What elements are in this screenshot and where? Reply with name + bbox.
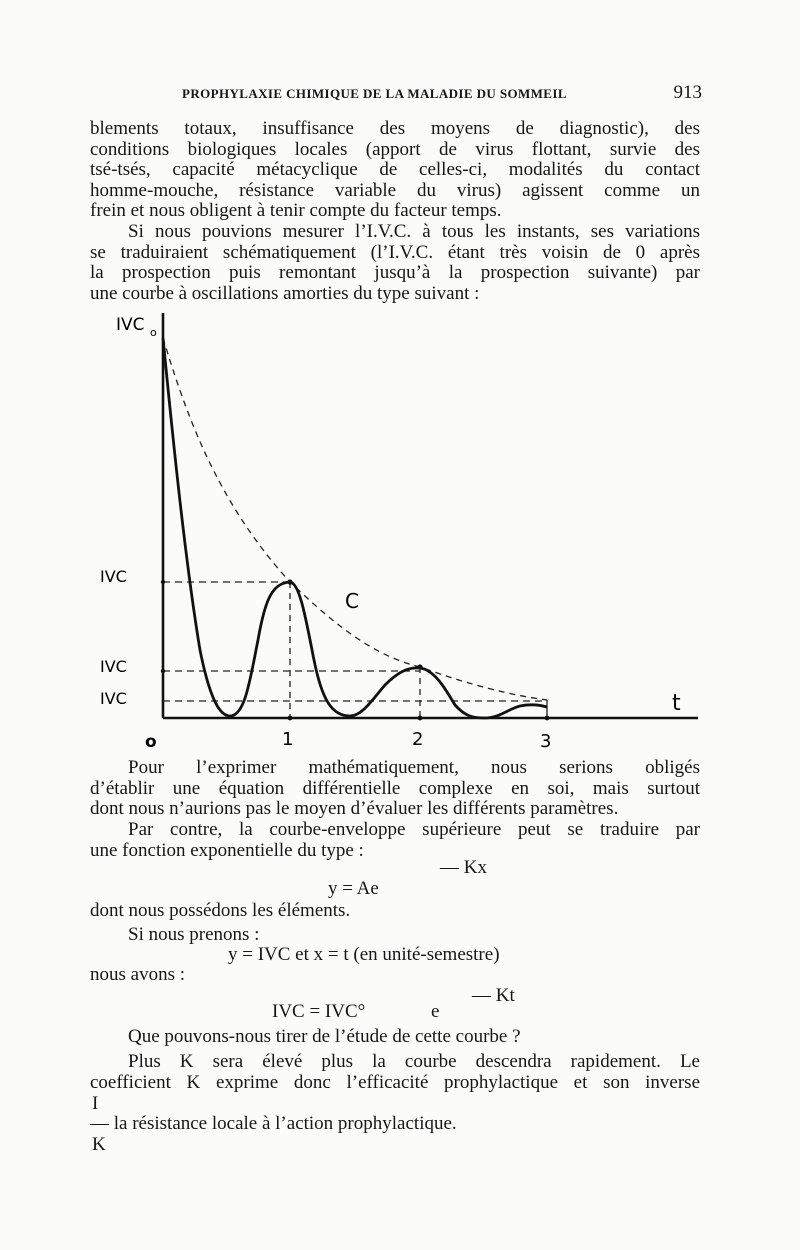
text-line: Si nous pouvions mesurer l’I.V.C. à tous les instants, ses variations <box>128 221 700 242</box>
text-line: Pour l’exprimer mathématiquement, nous serions obligés <box>128 757 700 778</box>
text-line: coefficient K exprime donc l’efficacité prophylactique et son inverse <box>90 1071 700 1093</box>
running-title: PROPHYLAXIE CHIMIQUE DE LA MALADIE DU SOMMEIL <box>182 86 567 101</box>
paragraph-6: Si nous prenons : <box>128 924 260 945</box>
fraction-numerator: I <box>92 1093 99 1114</box>
x-tick-label-3: 3 <box>540 731 552 752</box>
peak-point-1 <box>287 579 292 584</box>
damped-oscillation-figure <box>90 300 710 755</box>
x-tick-label-2: 2 <box>412 729 424 750</box>
text-line: Par contre, la courbe-enveloppe supérieure peut se traduire par <box>128 819 700 840</box>
tick-3 <box>545 716 550 721</box>
tick-2 <box>418 716 423 721</box>
axis-point-ivc-2 <box>161 669 165 673</box>
fraction-denominator: K <box>92 1134 106 1155</box>
text-line: tsé-tsés, capacité métacyclique de celles-ci, modalités du contact <box>90 159 700 180</box>
y-label-ivc-3: IVC <box>100 689 127 708</box>
text-line: conditions biologiques locales (apport de virus flottant, survie des <box>90 138 700 160</box>
upper-envelope-curve <box>163 338 547 700</box>
text-line: blements totaux, insuffisance des moyens de diagnostic), des <box>90 118 700 139</box>
paragraph-9 <box>90 1052 700 1093</box>
equation-3-base: e <box>431 1001 440 1022</box>
paragraph-1 <box>90 119 700 222</box>
curve-label-c: C <box>345 589 359 613</box>
damped-oscillation-curve <box>163 338 547 718</box>
equation-3: IVC = IVC° <box>272 1001 366 1022</box>
paragraph-8: Que pouvons-nous tirer de l’étude de cette courbe ? <box>128 1026 521 1047</box>
y-label-ivc0: IVC <box>116 315 145 335</box>
x-axis-label-t: t <box>672 691 681 716</box>
equation-3-exponent: — Kt <box>472 985 515 1006</box>
axis-point-ivc-1 <box>161 580 165 584</box>
text-line: dont nous n’aurions pas le moyen d’évaluer les différents paramètres. <box>90 798 619 819</box>
paragraph-2 <box>90 222 700 304</box>
page-number: 913 <box>673 82 702 103</box>
text-line: homme-mouche, résistance variable du virus) agissent comme un <box>90 179 700 201</box>
text-line: d’établir une équation différentielle complexe en soi, mais surtout <box>90 777 700 799</box>
equation-1: y = Ae <box>328 878 379 899</box>
x-tick-label-1: 1 <box>282 729 294 750</box>
paragraph-4 <box>90 820 700 861</box>
text-line: se traduiraient schématiquement (l’I.V.C. étant très voisin de 0 après <box>90 241 700 263</box>
text-line: une fonction exponentielle du type : <box>90 839 364 861</box>
y-label-ivc0-subscript: o <box>150 326 157 339</box>
peak-point-2 <box>417 664 422 669</box>
paragraph-5: dont nous possédons les éléments. <box>90 900 351 921</box>
paragraph-3 <box>90 758 700 820</box>
y-label-ivc-2: IVC <box>100 657 127 676</box>
text-line: Plus K sera élevé plus la courbe descendra rapidement. Le <box>128 1051 700 1072</box>
paragraph-7: nous avons : <box>90 964 185 985</box>
x-tick-label-0: o <box>145 732 157 752</box>
tick-1 <box>288 716 293 721</box>
text-line: une courbe à oscillations amorties du type suivant : <box>90 282 480 304</box>
text-line: la prospection puis remontant jusqu’à la prospection suivante) par <box>90 262 700 283</box>
y-label-ivc-1: IVC <box>100 567 127 586</box>
fraction-text: — la résistance locale à l’action prophylactique. <box>90 1113 457 1134</box>
text-line: frein et nous obligent à tenir compte du facteur temps. <box>90 200 502 221</box>
equation-1-exponent: — Kx <box>440 857 487 878</box>
page-header <box>90 82 702 106</box>
equation-2: y = IVC et x = t (en unité-semestre) <box>228 944 500 965</box>
